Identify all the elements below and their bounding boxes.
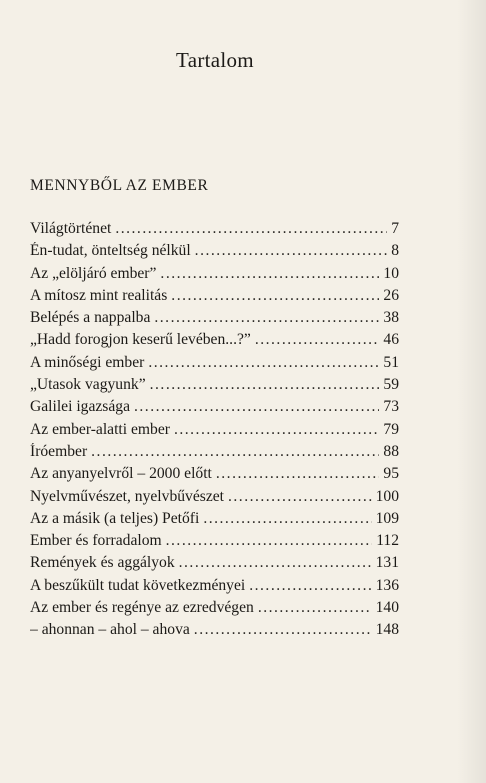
table-of-contents bbox=[30, 220, 399, 644]
leader-dots bbox=[115, 220, 387, 238]
toc-entry-page: 79 bbox=[383, 420, 399, 438]
toc-entry-page: 26 bbox=[383, 286, 399, 304]
leader-dots bbox=[258, 599, 372, 617]
toc-entry-title: Ember és forradalom bbox=[30, 532, 162, 550]
leader-dots bbox=[91, 443, 379, 461]
leader-dots bbox=[171, 287, 379, 305]
toc-entry-title: – ahonnan – ahol – ahova bbox=[30, 621, 190, 639]
toc-entry-title: Az „elöljáró ember” bbox=[30, 264, 157, 282]
toc-entry-title: Az ember és regénye az ezredvégen bbox=[30, 599, 254, 617]
toc-entry-title: Én-tudat, önteltség nélkül bbox=[30, 242, 191, 260]
toc-entry-page: 140 bbox=[375, 599, 399, 617]
toc-entry-page: 100 bbox=[375, 487, 399, 505]
toc-entry-title: Remények és aggályok bbox=[30, 554, 175, 572]
toc-entry[interactable] bbox=[30, 265, 399, 287]
toc-entry-title: Íróember bbox=[30, 442, 88, 460]
leader-dots bbox=[179, 554, 372, 572]
toc-entry-page: 8 bbox=[391, 242, 399, 260]
leader-dots bbox=[148, 354, 379, 372]
toc-entry[interactable] bbox=[30, 242, 399, 264]
leader-dots bbox=[154, 309, 379, 327]
toc-entry[interactable] bbox=[30, 443, 399, 465]
page-title: Tartalom bbox=[176, 48, 254, 72]
leader-dots bbox=[228, 488, 372, 506]
toc-entry-title: Belépés a nappalba bbox=[30, 309, 151, 327]
leader-dots bbox=[134, 398, 379, 416]
toc-entry-page: 73 bbox=[383, 398, 399, 416]
leader-dots bbox=[160, 265, 379, 283]
toc-entry-title: A beszűkült tudat következményei bbox=[30, 576, 246, 594]
toc-entry[interactable] bbox=[30, 577, 399, 599]
toc-entry[interactable] bbox=[30, 554, 399, 576]
leader-dots bbox=[255, 331, 380, 349]
toc-entry[interactable] bbox=[30, 287, 399, 309]
toc-entry[interactable] bbox=[30, 331, 399, 353]
toc-entry[interactable] bbox=[30, 220, 399, 242]
toc-entry-page: 46 bbox=[383, 331, 399, 349]
toc-entry[interactable] bbox=[30, 621, 399, 643]
toc-entry-page: 148 bbox=[375, 621, 399, 639]
toc-entry-page: 136 bbox=[375, 576, 399, 594]
toc-entry-title: A mítosz mint realitás bbox=[30, 286, 168, 304]
toc-entry[interactable] bbox=[30, 465, 399, 487]
toc-entry-page: 38 bbox=[383, 309, 399, 327]
toc-entry-title: A minőségi ember bbox=[30, 353, 145, 371]
toc-entry-page: 7 bbox=[391, 220, 399, 237]
toc-entry[interactable] bbox=[30, 398, 399, 420]
toc-entry-title: Az anyanyelvről – 2000 előtt bbox=[30, 465, 212, 483]
toc-entry-title: „Utasok vagyunk” bbox=[30, 376, 146, 394]
toc-entry-page: 10 bbox=[383, 264, 399, 282]
leader-dots bbox=[203, 510, 371, 528]
leader-dots bbox=[174, 421, 379, 439]
toc-entry-title: Az a másik (a teljes) Petőfi bbox=[30, 509, 200, 527]
toc-entry[interactable] bbox=[30, 532, 399, 554]
toc-entry[interactable] bbox=[30, 421, 399, 443]
toc-entry-title: Galilei igazsága bbox=[30, 398, 131, 416]
toc-entry[interactable] bbox=[30, 599, 399, 621]
toc-entry-page: 51 bbox=[383, 353, 399, 371]
leader-dots bbox=[249, 577, 371, 595]
leader-dots bbox=[166, 532, 373, 550]
leader-dots bbox=[194, 621, 372, 639]
toc-entry[interactable] bbox=[30, 488, 399, 510]
leader-dots bbox=[216, 465, 380, 483]
toc-entry[interactable] bbox=[30, 309, 399, 331]
toc-entry-page: 112 bbox=[376, 532, 399, 550]
leader-dots bbox=[150, 376, 380, 394]
toc-entry-title: Nyelvművészet, nyelvbűvészet bbox=[30, 487, 224, 505]
leader-dots bbox=[195, 242, 387, 260]
toc-entry-page: 109 bbox=[375, 509, 399, 527]
toc-entry-page: 59 bbox=[383, 376, 399, 394]
toc-entry-title: Az ember-alatti ember bbox=[30, 420, 170, 438]
toc-entry-page: 95 bbox=[383, 465, 399, 483]
section-heading: MENNYBŐL AZ EMBER bbox=[30, 177, 209, 194]
toc-entry[interactable] bbox=[30, 376, 399, 398]
toc-entry-title: Világtörténet bbox=[30, 220, 112, 237]
toc-entry-title: „Hadd forogjon keserű levében...?” bbox=[30, 331, 251, 349]
toc-entry[interactable] bbox=[30, 354, 399, 376]
toc-entry[interactable] bbox=[30, 510, 399, 532]
toc-entry-page: 131 bbox=[375, 554, 399, 572]
toc-entry-page: 88 bbox=[383, 442, 399, 460]
